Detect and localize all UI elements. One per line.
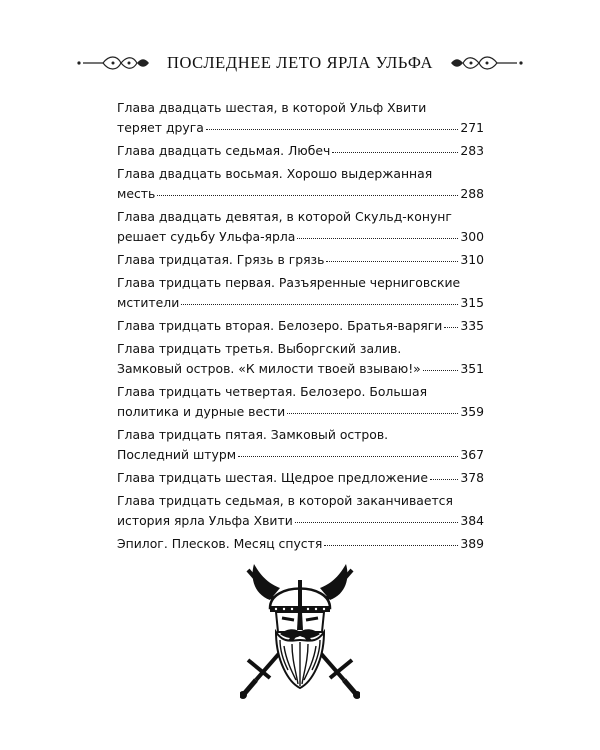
toc-entry-title-line: Глава двадцать восьмая. Хорошо выдержанная bbox=[117, 166, 433, 181]
toc-entry-last-line bbox=[117, 118, 484, 138]
dot-leader bbox=[181, 304, 458, 305]
page-number: 271 bbox=[460, 120, 484, 135]
toc-entry-title-line: Глава двадцать девятая, в которой Скульд-конунг bbox=[117, 209, 452, 224]
toc-entry-title-line: Замковый остров. «К милости твоей взываю!» bbox=[117, 361, 421, 376]
dot-leader bbox=[324, 545, 458, 546]
toc-entry[interactable] bbox=[117, 207, 484, 247]
toc-entry-last-line bbox=[117, 534, 484, 554]
toc-entry-title-line: Глава тридцать пятая. Замковый остров. bbox=[117, 427, 389, 442]
toc-entry-last-line bbox=[117, 445, 484, 465]
page-number: 378 bbox=[460, 470, 484, 485]
running-header bbox=[0, 48, 600, 78]
viking-helmet-crossed-swords-icon bbox=[240, 560, 360, 700]
book-title: ПОСЛЕДНЕЕ ЛЕТО ЯРЛА УЛЬФА bbox=[166, 53, 434, 72]
page-number: 300 bbox=[460, 229, 484, 244]
toc-entry-title-line: Глава двадцать шестая, в которой Ульф Хвити bbox=[117, 100, 427, 115]
toc-entry-last-line bbox=[117, 511, 484, 531]
toc-entry-last-line bbox=[117, 359, 484, 379]
dot-leader bbox=[423, 370, 459, 371]
dot-leader bbox=[444, 327, 458, 328]
toc-entry[interactable] bbox=[117, 316, 484, 336]
toc-entry-title-line: Глава тридцать седьмая, в которой заканчивается bbox=[117, 493, 453, 508]
page-number: 367 bbox=[460, 447, 484, 462]
toc-entry-title-line: политика и дурные вести bbox=[117, 404, 286, 419]
toc-entry[interactable] bbox=[117, 273, 484, 313]
page-number: 384 bbox=[460, 513, 484, 528]
toc-entry-last-line bbox=[117, 402, 484, 422]
toc-entry-title-line: мстители bbox=[117, 295, 180, 310]
dot-leader bbox=[238, 456, 458, 457]
toc-entry-title-line: решает судьбу Ульфа-ярла bbox=[117, 229, 296, 244]
toc-entry-title-line: Глава тридцать шестая. Щедрое предложение bbox=[117, 470, 428, 485]
toc-entry-title-line: Глава тридцать третья. Выборгский залив. bbox=[117, 341, 402, 356]
toc-entry-title-line: Эпилог. Плесков. Месяц спустя bbox=[117, 536, 323, 551]
page-number: 283 bbox=[460, 143, 484, 158]
toc-entry[interactable] bbox=[117, 425, 484, 465]
toc-entry-title-line: Глава двадцать седьмая. Любеч bbox=[117, 143, 331, 158]
dot-leader bbox=[287, 413, 458, 414]
dot-leader bbox=[326, 261, 458, 262]
dot-leader bbox=[295, 522, 459, 523]
toc-entry-last-line bbox=[117, 468, 484, 488]
toc-entry[interactable] bbox=[117, 250, 484, 270]
page-number: 389 bbox=[460, 536, 484, 551]
dot-leader bbox=[332, 152, 458, 153]
toc-entry-title-line: Глава тридцать четвертая. Белозеро. Большая bbox=[117, 384, 428, 399]
toc-entry[interactable] bbox=[117, 382, 484, 422]
right-ornament-icon bbox=[447, 52, 525, 74]
table-of-contents bbox=[117, 98, 484, 557]
left-ornament-icon bbox=[75, 52, 153, 74]
toc-entry-title-line: месть bbox=[117, 186, 156, 201]
dot-leader bbox=[430, 479, 458, 480]
toc-entry-title-line: теряет друга bbox=[117, 120, 204, 135]
toc-entry[interactable] bbox=[117, 534, 484, 554]
toc-entry-title-line: Последний штурм bbox=[117, 447, 237, 462]
page-number: 310 bbox=[460, 252, 484, 267]
dot-leader bbox=[206, 129, 459, 130]
page-number: 315 bbox=[460, 295, 484, 310]
toc-entry[interactable] bbox=[117, 468, 484, 488]
page-number: 351 bbox=[460, 361, 484, 376]
toc-entry-last-line bbox=[117, 250, 484, 270]
page-number: 335 bbox=[460, 318, 484, 333]
dot-leader bbox=[297, 238, 458, 239]
toc-entry-title-line: Глава тридцать вторая. Белозеро. Братья-варяги bbox=[117, 318, 443, 333]
dot-leader bbox=[157, 195, 458, 196]
page-number: 359 bbox=[460, 404, 484, 419]
toc-entry[interactable] bbox=[117, 339, 484, 379]
toc-entry-last-line bbox=[117, 184, 484, 204]
toc-entry-last-line bbox=[117, 316, 484, 336]
page-number: 288 bbox=[460, 186, 484, 201]
toc-entry[interactable] bbox=[117, 491, 484, 531]
toc-entry-last-line bbox=[117, 227, 484, 247]
toc-entry-last-line bbox=[117, 293, 484, 313]
toc-entry-title-line: Глава тридцать первая. Разъяренные черниговские bbox=[117, 275, 461, 290]
toc-entry[interactable] bbox=[117, 98, 484, 138]
toc-entry-last-line bbox=[117, 141, 484, 161]
toc-entry[interactable] bbox=[117, 164, 484, 204]
toc-entry-title-line: история ярла Ульфа Хвити bbox=[117, 513, 293, 528]
toc-entry[interactable] bbox=[117, 141, 484, 161]
toc-entry-title-line: Глава тридцатая. Грязь в грязь bbox=[117, 252, 325, 267]
